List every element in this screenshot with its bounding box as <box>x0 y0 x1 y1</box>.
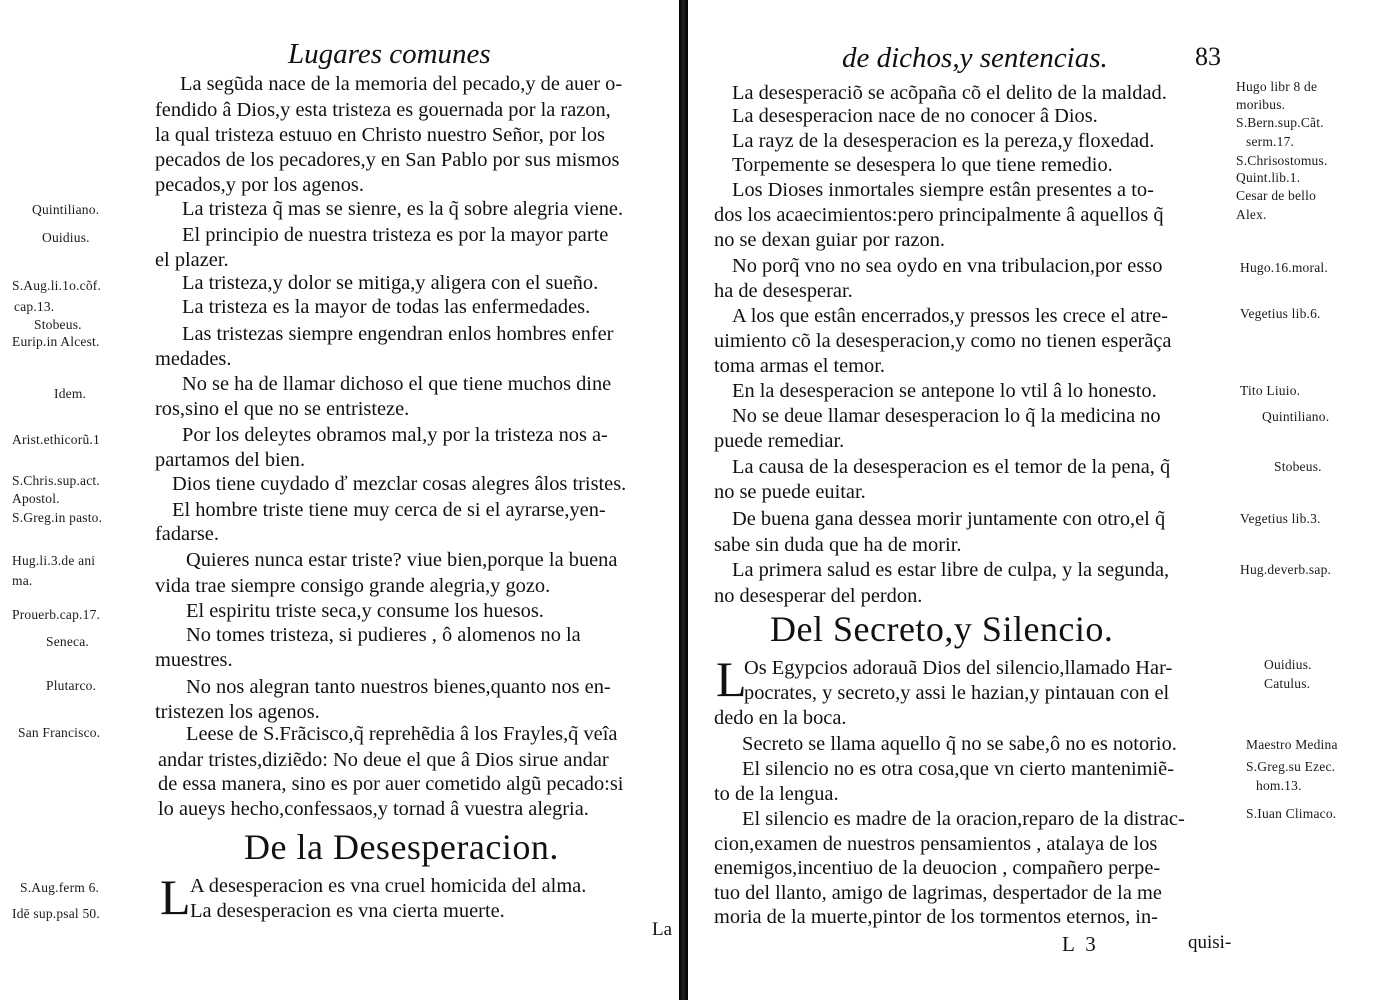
text-line: pocrates, y secreto,y assi le hazian,y pintauan con el <box>744 682 1170 704</box>
text-line: De buena gana dessea morir juntamente con otro,el q̃ <box>732 508 1166 530</box>
text-line: dedo en la boca. <box>714 707 847 729</box>
margin-note: S.Chris.sup.act. <box>12 473 100 488</box>
margin-note: Quint.lib.1. <box>1236 170 1301 185</box>
text-line: de essa manera, sino es por auer cometido algũ pecado:si <box>158 773 624 795</box>
catchword: La <box>652 919 673 940</box>
margin-note: Alex. <box>1236 207 1267 222</box>
text-line: ha de desesperar. <box>714 280 853 302</box>
text-line: to de la lengua. <box>714 783 839 805</box>
margin-note: Arist.ethicorũ.1 <box>12 432 100 447</box>
margin-note: serm.17. <box>1246 134 1295 149</box>
margin-note: S.Greg.in pasto. <box>12 510 103 525</box>
text-line: No tomes tristeza, si pudieres , ô alomenos no la <box>186 624 581 646</box>
text-line: no se dexan guiar por razon. <box>714 229 946 251</box>
text-line: Secreto se llama aquello q̃ no se sabe,ô no es notorio. <box>742 733 1177 755</box>
margin-note: Idem. <box>54 386 87 401</box>
text-line: La tristeza,y dolor se mitiga,y aligera con el sueño. <box>182 272 599 294</box>
right-page <box>690 0 1379 1000</box>
text-line: sabe sin duda que ha de morir. <box>714 534 962 556</box>
text-line: Torpemente se desespera lo que tiene remedio. <box>732 154 1113 176</box>
text-line: Por los deleytes obramos mal,y por la tristeza nos a- <box>182 424 608 446</box>
left-page <box>0 0 678 1000</box>
margin-note: Apostol. <box>12 491 60 506</box>
margin-note: ma. <box>12 573 33 588</box>
margin-note: S.Greg.su Ezec. <box>1246 759 1336 774</box>
text-line: La desesperacion nace de no conocer â Dios. <box>732 105 1098 127</box>
text-line: Quieres nunca estar triste? viue bien,porque la buena <box>186 549 618 571</box>
margin-note: Prouerb.cap.17. <box>12 607 101 622</box>
margin-note: Vegetius lib.6. <box>1240 306 1321 321</box>
text-line: El hombre triste tiene muy cerca de si el ayrarse,yen- <box>172 499 606 521</box>
margin-note: Idē sup.psal 50. <box>12 906 100 921</box>
drop-cap: L <box>160 869 191 925</box>
margin-note: S.Bern.sup.Cãt. <box>1236 115 1324 130</box>
text-line: dos los acaecimientos:pero principalmente â aquellos q̃ <box>714 204 1164 226</box>
margin-note: Hugo libr 8 de <box>1236 79 1318 94</box>
text-line: No se ha de llamar dichoso el que tiene muchos dine <box>182 373 612 395</box>
text-line: Las tristezas siempre engendran enlos hombres enfer <box>182 323 614 345</box>
left-running-head: Lugares comunes <box>288 38 491 70</box>
text-line: no desesperar del perdon. <box>714 585 923 607</box>
text-line: toma armas el temor. <box>714 355 886 377</box>
text-line: No nos alegran tanto nuestros bienes,quanto nos en- <box>186 676 611 698</box>
text-line: El silencio es madre de la oracion,reparo de la distrac- <box>742 808 1185 830</box>
margin-note: Stobeus. <box>1274 459 1322 474</box>
text-line: medades. <box>155 348 232 370</box>
margin-note: S.Aug.li.1o.cõf. <box>12 278 102 293</box>
text-line: No se deue llamar desesperacion lo q̃ la medicina no <box>732 405 1161 427</box>
text-line: La tristeza q̃ mas se sienre, es la q̃ sobre alegria viene. <box>182 198 624 220</box>
text-line: A desesperacion es vna cruel homicida del alma. <box>190 875 587 897</box>
text-line: El principio de nuestra tristeza es por la mayor parte <box>182 224 609 246</box>
text-line: En la desesperacion se antepone lo vtil â lo honesto. <box>732 380 1157 402</box>
page-gutter <box>679 0 688 1000</box>
margin-note: Quintiliano. <box>1262 409 1330 424</box>
text-line: el plazer. <box>155 249 229 271</box>
text-line: uimiento cõ la desesperacion,y como no tienen esperãça <box>714 330 1172 352</box>
margin-note: Stobeus. <box>34 317 82 332</box>
margin-note: Maestro Medina <box>1246 737 1338 752</box>
text-line: lo aueys hecho,confessaos,y tornad â vuestra alegria. <box>158 798 589 820</box>
margin-note: San Francisco. <box>18 725 101 740</box>
text-line: Leese de S.Frãcisco,q̃ reprehẽdia â los Frayles,q̃ veîa <box>186 723 618 745</box>
text-line: la qual tristeza estuuo en Christo nuestro Señor, por los <box>155 124 605 146</box>
section-title-secreto-silencio: Del Secreto,y Silencio. <box>770 609 1114 649</box>
text-line: fadarse. <box>155 523 219 545</box>
text-line: puede remediar. <box>714 430 845 452</box>
text-line: La desesperacion es vna cierta muerte. <box>190 900 505 922</box>
catchword: quisi- <box>1188 932 1232 953</box>
text-line: no se puede euitar. <box>714 481 866 503</box>
text-line: cion,examen de nuestros pensamientos , atalaya de los <box>714 833 1158 855</box>
text-line: pecados de los pecadores,y en San Pablo por sus mismos <box>155 149 620 171</box>
margin-note: Seneca. <box>46 634 90 649</box>
text-line: moria de la muerte,pintor de los tormentos eternos, in- <box>714 906 1158 928</box>
text-line: enemigos,incentiuo de la deuocion , compañero perpe- <box>714 857 1161 879</box>
margin-note: Vegetius lib.3. <box>1240 511 1321 526</box>
margin-note: Quintiliano. <box>32 202 100 217</box>
text-line: La desesperaciõ se acõpaña cõ el delito de la maldad. <box>732 82 1167 104</box>
text-line: vida trae siempre consigo grande alegria,y gozo. <box>155 575 551 597</box>
text-line: Os Egypcios adorauã Dios del silencio,llamado Har- <box>744 657 1173 679</box>
text-line: La rayz de la desesperacion es la pereza,y floxedad. <box>732 130 1155 152</box>
page-number: 83 <box>1195 42 1221 71</box>
text-line: ros,sino el que no se entristeze. <box>155 398 410 420</box>
margin-note: Tito Liuio. <box>1240 383 1301 398</box>
margin-note: Hug.deverb.sap. <box>1240 562 1332 577</box>
margin-note: Cesar de bello <box>1236 188 1317 203</box>
text-line: muestres. <box>155 649 233 671</box>
margin-note: Hug.li.3.de ani <box>12 553 96 568</box>
margin-note: S.Iuan Climaco. <box>1246 806 1337 821</box>
text-line: Dios tiene cuydado ď mezclar cosas alegres âlos tristes. <box>172 473 627 495</box>
margin-note: moribus. <box>1236 97 1286 112</box>
section-title-desesperacion: De la Desesperacion. <box>244 827 559 867</box>
text-line: A los que estân encerrados,y pressos les crece el atre- <box>732 305 1168 327</box>
right-running-head: de dichos,y sentencias. <box>842 42 1108 74</box>
text-line: tristezen los agenos. <box>155 701 320 723</box>
text-line: El silencio no es otra cosa,que vn cierto mantenimiẽ- <box>742 758 1175 780</box>
margin-note: Ouidius. <box>42 230 90 245</box>
text-line: No porq̃ vno no sea oydo en vna tribulacion,por esso <box>732 255 1163 277</box>
text-line: andar tristes,diziẽdo: No deue el que â Dios sirue andar <box>158 749 609 771</box>
text-line: Los Dioses inmortales siempre estân presentes a to- <box>732 179 1154 201</box>
text-line: fendido â Dios,y esta tristeza es gouernada por la razon, <box>155 99 611 121</box>
text-line: El espiritu triste seca,y consume los huesos. <box>186 600 544 622</box>
margin-note: Catulus. <box>1264 676 1311 691</box>
drop-cap: L <box>716 651 747 707</box>
text-line: La tristeza es la mayor de todas las enfermedades. <box>182 296 591 318</box>
text-line: tuo del llanto, amigo de lagrimas, despertador de la me <box>714 882 1162 904</box>
margin-note: Ouidius. <box>1264 657 1312 672</box>
margin-note: hom.13. <box>1256 778 1302 793</box>
margin-note: Plutarco. <box>46 678 97 693</box>
signature-mark: L 3 <box>1062 932 1099 956</box>
margin-note: S.Aug.ferm 6. <box>20 880 100 895</box>
margin-note: Eurip.in Alcest. <box>12 334 100 349</box>
text-line: pecados,y por los agenos. <box>155 174 364 196</box>
margin-note: Hugo.16.moral. <box>1240 260 1328 275</box>
margin-note: cap.13. <box>14 299 55 314</box>
text-line: La segũda nace de la memoria del pecado,y de auer o- <box>180 73 623 95</box>
text-line: La causa de la desesperacion es el temor de la pena, q̃ <box>732 456 1171 478</box>
text-line: La primera salud es estar libre de culpa, y la segunda, <box>732 559 1170 581</box>
text-line: partamos del bien. <box>155 449 306 471</box>
margin-note: S.Chrisostomus. <box>1236 153 1328 168</box>
